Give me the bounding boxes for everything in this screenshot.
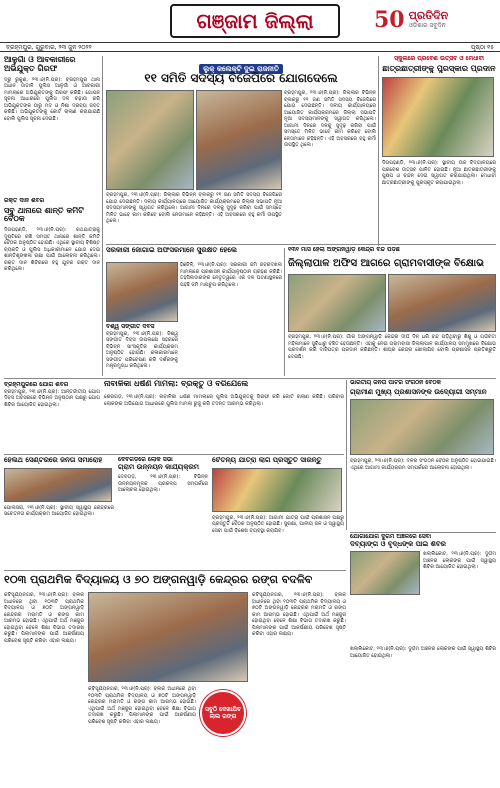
article-a1-body: ଦ୍ରୁ ରୁକୁଣ, ୨୩।୬(ନି.ପ୍ର): ବ୍ରହ୍ମପୁର ଥାନା ଅଧୀନ ଉଡାଳି ପୁଲିସ ଆଳୁଗାଁ ଓ ଆବକାରୀ ମାମଲାରେ ଅଭିଯୁକ୍ତଙ୍କୁ ଗିରଫ କରିଛି। ଗୋପନ ସୂଚନା ଆଧାରରେ ପୁଲିସ ଦଳ ଚଢ଼ାଉ କରି ଅଭିଯୁକ୍ତଙ୍କ ଠାରୁ ମଦ ଓ ନିଶା ଦ୍ରବ୍ୟ ଜବତ କରିଛି। ଅଭିଯୁକ୍ତଙ୍କୁ କୋର୍ଟ ଚାଲାଣ କରାଯାଇଛି ବୋଲି ପୁଲିସ ସୂଚନା ଦେଇଛି। [4,76,100,122]
article-a6-title: ବିଶ୍ୱ ସଙ୍ଗୀତ ଦିବସ [106,324,155,330]
article-a15-photo [88,592,248,682]
article-a3-body-2-wrap [106,192,282,240]
article-a3-kicker-wrap [106,56,376,73]
column-divider [102,56,103,376]
article-a9-body: ଶେରଗଡ଼, ୨୩।୬(ନି.ପ୍ର): ନାବାଳିକା ଧର୍ଷଣ ମାମଲାରେ ପୁଲିସ ଅଭିଯୁକ୍ତକୁ ଗିରଫ କରି କୋର୍ଟ ଚାଲାଣ କରିଛି। ପରିବାର ଲୋକଙ୍କ ଅଭିଯୋଗ ଆଧାରରେ ପୁଲିସ ମାମଲା ରୁଜୁ କରି ତଦନ୍ତ ଆରମ୍ଭ କରିଥିଲା। [104,394,344,407]
article-a12-subtitle: ଗ୍ରାମ ଉନ୍ନୟନ କାର୍ଯ୍ୟକ୍ରମ [118,463,200,471]
article-a3-photo-1 [106,90,194,190]
article-a7-photo-2 [388,274,496,332]
article-a2-title: ରକ୍ତ ଦାନ ଶିବିର [4,198,45,204]
article-a6-body: ବ୍ରହ୍ମପୁର, ୨୩।୬(ନି.ପ୍ର): ବିଶ୍ୱ ସଙ୍ଗୀତ ଦିବସ ଉପଲକ୍ଷେ ସହରରେ ବିଭିନ୍ନ ସାଂସ୍କୃତିକ କାର୍ଯ୍ୟକ୍ରମ ଅନୁଷ୍ଠିତ ହୋଇଛି। କଳାକାରମାନେ ସଙ୍ଗୀତ ପରିବେଷଣ କରି ଦର୍ଶକଙ୍କୁ ମନ୍ତ୍ରମୁଗ୍ଧ କରିଥିଲେ। [106,330,178,370]
article-a14 [350,534,496,644]
logo-tagline: ଓଡ଼ିଶାର ସବୁଦିନ [408,22,446,30]
article-a7-body: ବ୍ରହ୍ମପୁର, ୨୩।୬(ନି.ପ୍ର): ଗାଁର ଅଙ୍ଗନୱାଡ଼ି କେନ୍ଦ୍ର ଦୀର୍ଘ ଦିନ ଧରି ବନ୍ଦ ପଡ଼ିଥିବାରୁ ଶିଶୁ ଓ ଗର୍ଭବତୀ ମହିଳାମାନେ ସୁବିଧାରୁ ବଞ୍ଚିତ ହେଉଛନ୍ତି। ଏହାକୁ ନେଇ ଗ୍ରାମବାସୀ ଜିଲ୍ଲାପାଳ କାର୍ଯ୍ୟାଳୟ ସମ୍ମୁଖରେ ବିକ୍ଷୋଭ ପ୍ରଦର୍ଶନ କରି ଦାବିପତ୍ର ପ୍ରଦାନ କରିଛନ୍ତି। ଶୀଘ୍ର କେନ୍ଦ୍ର ଖୋଲାଯିବ ବୋଲି ପ୍ରଶାସନ ପ୍ରତିଶ୍ରୁତି ଦେଇଛି। [288,334,496,360]
article-a4-title: ସ୍କୁଲରେ ପ୍ରବେଶ ଉତ୍ସବ ଓ ମେଧାବୀ [394,56,484,62]
article-a14-body-2: ଖଲ୍ଲିକୋଟ, ୨୩।୬(ନି.ପ୍ର): ଦୁର୍ଗମ ଅଞ୍ଚଳର ଲୋକଙ୍କ ପାଇଁ ସ୍ୱାସ୍ଥ୍ୟ ଶିବିର ଆୟୋଜିତ ହୋଇଥିଲା। [350,646,496,659]
article-a5-header [106,247,282,259]
article-a15-body-2-wrap [88,686,196,782]
article-a4-body: ଦିଗପହଣ୍ଡି, ୨୩।୬(ନି.ପ୍ର): ସ୍ଥାନୀୟ ଉଚ୍ଚ ବିଦ୍ୟାଳୟରେ ପ୍ରବେଶ ଉତ୍ସବ ପାଳିତ ହୋଇଛି। ନୂଆ ଛାତ୍ରଛାତ୍ରୀଙ୍କୁ ପୁଷ୍ପ ଓ ଚନ୍ଦନ ଦେଇ ସ୍ୱାଗତ କରାଯାଇଥିଲା। ମେଧାବୀ ଛାତ୍ରଛାତ୍ରୀଙ୍କୁ ପୁରସ୍କୃତ କରାଯାଇଥିଲା। [382,160,496,186]
article-a8-body: ବ୍ରହ୍ମପୁର, ୨୩।୬(ନି.ପ୍ର): ଆନ୍ତର୍ଜାତୀୟ ଯୋଗ ଦିବସ ଅବସରରେ ବିଭିନ୍ନ ଅନୁଷ୍ଠାନ ପକ୍ଷରୁ ଯୋଗ ଶିବିର ଆୟୋଜିତ ହୋଇଥିଲା। [4,388,100,408]
masthead [0,0,500,42]
article-a15-title: ୧୦୩ ପ୍ରାଥମିକ ବିଦ୍ୟାଳୟ ଓ ୭୦ ଅଙ୍ଗନୱାଡ଼ି କେନ୍ଦ୍ରର ରଙ୍ଗ ବଦଳିବ [4,574,313,586]
article-a10 [350,380,496,530]
row-divider [106,244,496,245]
article-a7-photo-1 [288,274,386,332]
article-a1-title: ଆଳୁଗାଁ ଓ ଆବକାରୀରେ ଅଭିଯୁକ୍ତ ଗିରଫ [4,56,76,73]
article-a10-body: ବ୍ରହ୍ମପୁର, ୨୩।୬(ନି.ପ୍ର): ଦଳର ସଂଗଠନ ବୈଠକ ଅନୁଷ୍ଠିତ ହୋଇଯାଇଛି। ଏଥିରେ ଆଗାମୀ କାର୍ଯ୍ୟକ୍ରମ ସମ୍ପର୍କରେ ଆଲୋଚନା ହୋଇଥିଲା। [350,458,496,471]
article-a15-body-2: କବିସୂର୍ଯ୍ୟନଗର, ୨୩।୬(ନି.ପ୍ର): ବ୍ଲକ ଅଧୀନରେ ଥିବା ୧୦୩ଟି ପ୍ରାଥମିକ ବିଦ୍ୟାଳୟ ଓ ୭୦ଟି ଅଙ୍ଗନୱାଡ଼ି କେନ୍ଦ୍ରର ମରାମତି ଓ ରଙ୍ଗ କାମ ଆରମ୍ଭ ହୋଇଛି। ଏଥିପାଇଁ ଅର୍ଥ ମଞ୍ଜୁର ହୋଇଥିବା ବେଳେ ଶିକ୍ଷା ବିଭାଗ ତଦାରଖ କରୁଛି। ପିଲାମାନଙ୍କ ପାଇଁ ଆକର୍ଷଣୀୟ ପରିବେଶ ସୃଷ୍ଟି କରିବା ଏହାର ଲକ୍ଷ୍ୟ। [88,686,196,725]
article-a15-body: କବିସୂର୍ଯ୍ୟନଗର, ୨୩।୬(ନି.ପ୍ର): ବ୍ଲକ ଅଧୀନରେ ଥିବା ୧୦୩ଟି ପ୍ରାଥମିକ ବିଦ୍ୟାଳୟ ଓ ୭୦ଟି ଅଙ୍ଗନୱାଡ଼ି କେନ୍ଦ୍ରର ମରାମତି ଓ ରଙ୍ଗ କାମ ଆରମ୍ଭ ହୋଇଛି। ଏଥିପାଇଁ ଅର୍ଥ ମଞ୍ଜୁର ହୋଇଥିବା ବେଳେ ଶିକ୍ଷା ବିଭାଗ ତଦାରଖ କରୁଛି। ପିଲାମାନଙ୍କ ପାଇଁ ଆକର୍ଷଣୀୟ ପରିବେଶ ସୃଷ୍ଟି କରିବା ଏହାର ଲକ୍ଷ୍ୟ। [4,592,84,644]
row-divider [4,570,346,571]
article-a5-body: ହିଞ୍ଜିଳି, ୨୩।୬(ନି.ପ୍ର): ସରକାରୀ ଜମି ଜବରଦଖଲ ମାମଲାରେ ପ୍ରଶାସନ କାର୍ଯ୍ୟାନୁଷ୍ଠାନ ଗ୍ରହଣ କରିଛି। ତହସିଲଦାରଙ୍କ ନେତୃତ୍ୱରେ ଏକ ଦଳ ଘଟଣାସ୍ଥଳରେ ପହଞ୍ଚି ଜମି ମାପଚୁପ କରିଥିଲେ। [180,262,282,288]
row-divider [4,378,496,379]
article-a1 [4,56,100,196]
article-a2 [4,198,100,376]
column-divider [284,248,285,376]
article-a13-photo [212,468,342,512]
article-a3-body: ବ୍ରହ୍ମପୁର, ୨୩।୬(ନି.ପ୍ର): ଜିଲ୍ଲାର ବିଭିନ୍ନ ବ୍ଲକରୁ ୧୧ ଜଣ ସମିତି ସଦସ୍ୟ ବିଜେପିରେ ଯୋଗ ଦେଇଛନ୍ତି। ଦଳୀୟ କାର୍ଯ୍ୟାଳୟରେ ଆୟୋଜିତ କାର୍ଯ୍ୟକ୍ରମରେ ଜିଲ୍ଲା ସଭାପତି ନୂଆ ସଦସ୍ୟମାନଙ୍କୁ ସ୍ୱାଗତ କରିଥିଲେ। ଆଗାମୀ ଦିନରେ ଦଳକୁ ସୁଦୃଢ଼ କରିବା ପାଇଁ ସମସ୍ତେ ମିଳିତ ଭାବେ କାମ କରିବେ ବୋଲି ନେତାମାନେ କହିଛନ୍ତି। ଏହି ଅବସରରେ ବହୁ କର୍ମୀ ଉପସ୍ଥିତ ଥିଲେ। [284,90,376,148]
row-divider [4,454,344,455]
article-a11-photo [4,468,112,502]
article-a14-body-2-wrap [350,646,496,782]
article-a2-subtitle: ସବୁ ଥାନାରେ ଶାନ୍ତି କମିଟି ବୈଠକ [4,206,84,224]
article-a12-title: ଦେବଗଡ଼ରେ ଲୋକ ସଭା [118,457,173,463]
article-a3-body-wrap [284,90,376,240]
article-a14-photo [350,551,420,595]
article-a3-photo-2 [196,90,282,190]
article-a10-subtitle: ଗ୍ରାମୀଣ ମୁଖ୍ୟ ପ୍ରଶାସନଙ୍କ ଉଦ୍ୟୋଗୀ ସମ୍ମାନ [350,388,487,396]
masthead-title: ଗଞ୍ଜାମ ଜିଲ୍ଲା [170,4,340,38]
article-a13-body: ବ୍ରହ୍ମପୁର, ୨୩।୬(ନି.ପ୍ର): ଆଗାମୀ ଯାତ୍ରା ପାଇଁ ପ୍ରଶାସନ ପକ୍ଷରୁ ପ୍ରସ୍ତୁତି ବୈଠକ ଅନୁଷ୍ଠିତ ହୋଇଛି। ସୁରକ୍ଷା, ପାନୀୟ ଜଳ ଓ ସ୍ୱାସ୍ଥ୍ୟ ସେବା ପାଇଁ ବିଶେଷ ବ୍ୟବସ୍ଥା କରାଯିବ। [212,514,344,534]
article-a8-title: ବ୍ରହ୍ମପୁରରେ ଯୋଗ ଶିବିର [4,382,69,388]
dateline-left: ବ୍ରହ୍ମପୁର, ଗୁରୁବାର, ୨୩ ଜୁନ ୨୦୨୨ [6,44,92,51]
article-a10-title: ଭାରତୀୟ ଜନତା ପାର୍ଟିର ସଂଗଠନ ବୈଠକ [350,380,441,386]
article-a7-body-wrap [288,334,496,376]
masthead-logo [374,4,494,36]
article-a11-title: ହେଲଥ ସେଣ୍ଟରରେ ଜନତା ସମାରୋହ [4,457,103,464]
article-a9-body-wrap [104,394,344,452]
article-a4 [382,56,496,246]
article-a3-body-2: ବ୍ରହ୍ମପୁର, ୨୩।୬(ନି.ପ୍ର): ଜିଲ୍ଲାର ବିଭିନ୍ନ ବ୍ଲକରୁ ୧୧ ଜଣ ସମିତି ସଦସ୍ୟ ବିଜେପିରେ ଯୋଗ ଦେଇଛନ୍ତି। ଦଳୀୟ କାର୍ଯ୍ୟାଳୟରେ ଆୟୋଜିତ କାର୍ଯ୍ୟକ୍ରମରେ ଜିଲ୍ଲା ସଭାପତି ନୂଆ ସଦସ୍ୟମାନଙ୍କୁ ସ୍ୱାଗତ କରିଥିଲେ। ଆଗାମୀ ଦିନରେ ଦଳକୁ ସୁଦୃଢ଼ କରିବା ପାଇଁ ସମସ୍ତେ ମିଳିତ ଭାବେ କାମ କରିବେ ବୋଲି ନେତାମାନେ କହିଛନ୍ତି। ଏହି ଅବସରରେ ବହୁ କର୍ମୀ ଉପସ୍ଥିତ ଥିଲେ। [106,192,282,224]
column-divider [378,56,379,246]
article-a4-subtitle: ଛାତ୍ରଛାତ୍ରୀଙ୍କୁ ପୁରସ୍କାର ପ୍ରଦାନ [382,64,496,73]
logo-name: ପ୍ରତିଦିନ [408,8,449,22]
page-number: ପୃଷ୍ଠା ୧୫ [470,44,494,51]
article-a7-kicker: ୧୩୧ ମାସ ହେଲା ଅଙ୍ଗନୱାଡ଼ି କେନ୍ଦ୍ର ବନ୍ଦ ପଡ଼ିଛି [288,247,400,253]
article-a7-title: ଜିଲ୍ଲାପାଳ ଅଫିସ ଆଗରେ ଗ୍ରାମବାସୀଙ୍କ ବିକ୍ଷୋଭ [288,258,484,269]
article-a14-subtitle: ଦିବ୍ୟାଙ୍ଗ ଓ ବୃଦ୍ଧଙ୍କ ପାଇଁ ଶିବିର [350,540,446,548]
article-a9-title: ନାବାଳିକା ଧର୍ଷଣ ମାମଲା: ବ୍ରକ୍ତୁ ଓ ବରିଯେଲେ [104,380,249,388]
article-a14-body: ଖଲ୍ଲିକୋଟ, ୨୩।୬(ନି.ପ୍ର): ଦୁର୍ଗମ ଅଞ୍ଚଳର ଲୋକଙ୍କ ପାଇଁ ସ୍ୱାସ୍ଥ୍ୟ ଶିବିର ଆୟୋଜିତ ହୋଇଥିଲା। [423,551,496,571]
article-a4-photo [382,77,494,157]
article-a5-body-wrap [180,262,282,374]
logo-anniversary-number: 50 [374,7,405,33]
article-a2-body: ଦିଗପହଣ୍ଡି, ୨୩।୬(ନି.ପ୍ର): ରଥଯାତ୍ରାକୁ ଦୃଷ୍ଟିରେ ରଖି ସମସ୍ତ ଥାନାରେ ଶାନ୍ତି କମିଟି ବୈଠକ ଅନୁଷ୍ଠିତ ହୋଇଛି। ଏଥିରେ ସ୍ଥାନୀୟ ବିଶିଷ୍ଟ ବ୍ୟକ୍ତି ଓ ପୁଲିସ ଅଧିକାରୀମାନେ ଯୋଗ ଦେଇ ଶାନ୍ତିଶୃଙ୍ଖଳା ରକ୍ଷା ପାଇଁ ଆଲୋଚନା କରିଥିଲେ। ରକ୍ତ ଦାନ ଶିବିରରେ ବହୁ ଯୁବକ ରକ୍ତ ଦାନ କରିଥିଲେ। [4,227,100,273]
article-a13 [212,457,344,567]
article-a11-body: ପୋଲସରା, ୨୩।୬(ନି.ପ୍ର): ସ୍ଥାନୀୟ ସ୍ୱାସ୍ଥ୍ୟ କେନ୍ଦ୍ରରେ ସଚେତନତା କାର୍ଯ୍ୟକ୍ରମ ଆୟୋଜିତ ହୋଇଥିଲା। [4,504,114,518]
article-a6 [106,324,178,374]
article-a15-badge: ସବୁଠି ଦେଖାଯିବ ଲାଲ ରଙ୍ଗ [200,690,246,736]
article-a12 [118,457,208,567]
article-a3-title: ୧୧ ସମିତି ସଦସ୍ୟ ବିଜେପିରେ ଯୋଗଦେଲେ [144,72,338,85]
article-a5-title: ସରକାରୀ ଜୋଗାଇଁ ଅଫିସରମାନେ ସୁରକ୍ଷିତ ହେଲେ [106,247,237,254]
dateline [0,42,500,52]
article-a12-body: ଦେବଗଡ଼, ୨୩।୬(ନି.ପ୍ର): ବିଭିନ୍ନ ଉନ୍ନୟନମୂଳକ ପ୍ରକଳ୍ପ ସମ୍ପର୍କରେ ଆଲୋଚନା ହୋଇଥିଲା। [118,474,208,494]
article-a14-title: ଯୋଗାଯୋଗ ଦୁର୍ଗମ ଅଞ୍ଚଳରେ ସେବା [350,534,432,540]
article-a15-body-3-wrap [252,592,346,782]
article-a15-body-wrap [4,592,84,782]
column-divider [346,380,347,530]
article-a15-body-3: କବିସୂର୍ଯ୍ୟନଗର, ୨୩।୬(ନି.ପ୍ର): ବ୍ଲକ ଅଧୀନରେ ଥିବା ୧୦୩ଟି ପ୍ରାଥମିକ ବିଦ୍ୟାଳୟ ଓ ୭୦ଟି ଅଙ୍ଗନୱାଡ଼ି କେନ୍ଦ୍ରର ମରାମତି ଓ ରଙ୍ଗ କାମ ଆରମ୍ଭ ହୋଇଛି। ଏଥିପାଇଁ ଅର୍ଥ ମଞ୍ଜୁର ହୋଇଥିବା ବେଳେ ଶିକ୍ଷା ବିଭାଗ ତଦାରଖ କରୁଛି। ପିଲାମାନଙ୍କ ପାଇଁ ଆକର୍ଷଣୀୟ ପରିବେଶ ସୃଷ୍ଟି କରିବା ଏହାର ଲକ୍ଷ୍ୟ। [252,592,346,637]
article-a8 [4,382,100,452]
article-a9-header [104,380,344,392]
article-a5-photo [106,262,178,322]
row-divider [350,532,496,533]
article-a11 [4,457,114,567]
article-a10-photo [350,399,494,455]
article-a13-title: ଚୈତନ୍ୟ ଯାତ୍ରା ଲାଗି ପ୍ରସ୍ତୁତି ସାରନ୍ତୁ [212,457,322,464]
article-a3-kicker: ଲୁକ୍ କଲେକ୍ଟି ଦୁଇ ରାଜନୀତି [199,64,283,74]
